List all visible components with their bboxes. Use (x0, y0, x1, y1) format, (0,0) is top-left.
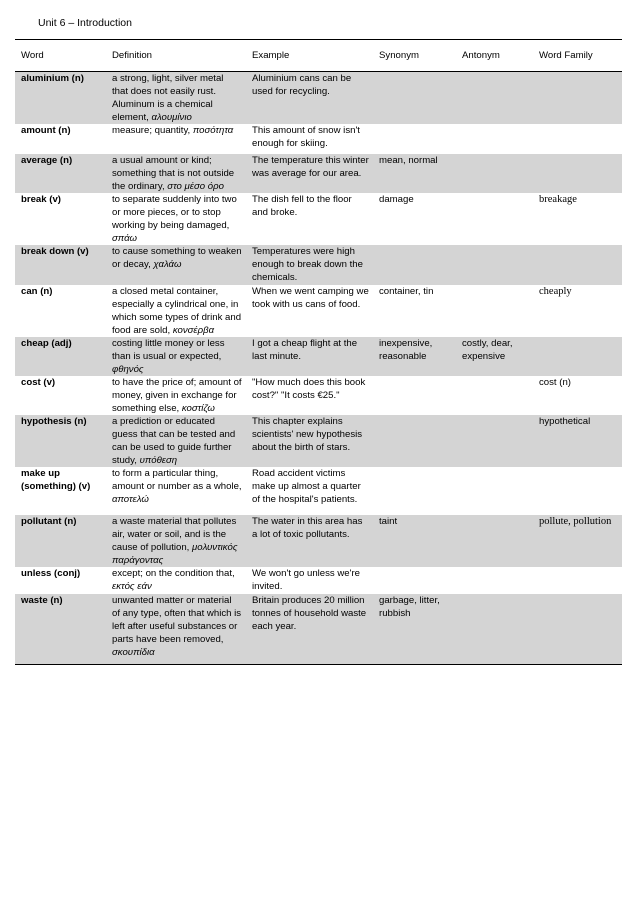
example-cell: When we went camping we took with us cans of food. (252, 286, 369, 310)
table-row (15, 415, 622, 467)
word-cell: make up (something) (v) (21, 468, 91, 492)
definition-text: to cause something to weaken or decay, (112, 246, 242, 270)
definition-cell (106, 337, 246, 376)
greek-translation: κονσέρβα (172, 325, 215, 336)
example-cell: The temperature this winter was average for our area. (246, 154, 373, 193)
table-row (15, 72, 622, 125)
example-cell: "How much does this book cost?" "It costs €25." (252, 377, 366, 401)
antonym-cell (456, 515, 533, 567)
antonym-cell (456, 193, 533, 245)
greek-translation: εκτός εάν (112, 581, 152, 592)
definition-cell (106, 467, 246, 515)
definition-cell (106, 594, 246, 664)
page-title: Unit 6 – Introduction (38, 17, 132, 29)
word-cell: aluminium (n) (15, 72, 106, 125)
greek-translation: αλουμίνιο (151, 112, 192, 123)
definition-text: except; on the condition that, (112, 568, 235, 579)
word-cell: waste (n) (15, 594, 106, 664)
word-cell: average (n) (15, 154, 106, 193)
definition-text: a usual amount or kind; something that is not outside the ordinary, (112, 155, 235, 192)
greek-translation: ποσότητα (192, 125, 234, 136)
synonym-cell (373, 567, 456, 594)
column-header-word-family: Word Family (533, 40, 622, 72)
antonym-cell (456, 285, 533, 337)
definition-text: costing little money or less than is usual or expected, (112, 338, 225, 362)
definition-cell (106, 193, 246, 245)
definition-text: a closed metal container, especially a cylindrical one, in which some types of drink and food are sold, (112, 286, 242, 336)
definition-cell (106, 154, 246, 193)
synonym-cell (373, 72, 456, 125)
word-cell: cost (v) (21, 377, 56, 388)
word-family-cell: hypothetical (533, 415, 622, 467)
antonym-cell (456, 245, 533, 285)
word-family-cell (533, 567, 622, 594)
definition-text: a prediction or educated guess that can be tested and can be used to guide further study, (112, 416, 236, 466)
greek-translation: χαλάω (153, 259, 182, 270)
definition-text: to have the price of; amount of money, given in exchange for something else, (112, 377, 242, 414)
definition-text: a waste material that pollutes air, water or soil, and is the cause of pollution, (112, 516, 237, 553)
greek-translation: φθηνός (112, 364, 144, 375)
table-header (15, 40, 622, 72)
table-row (15, 467, 622, 515)
greek-translation: στο μέσο όρο (167, 181, 224, 192)
antonym-cell (456, 376, 533, 415)
antonym-cell: costly, dear, expensive (456, 337, 533, 376)
word-cell: unless (conj) (21, 568, 81, 579)
table-row (15, 285, 622, 337)
definition-cell (106, 285, 246, 337)
word-family-cell: cost (n) (539, 377, 571, 388)
synonym-cell: taint (373, 515, 456, 567)
definition-text: to form a particular thing, amount or number as a whole, (112, 468, 242, 492)
synonym-cell: mean, normal (373, 154, 456, 193)
column-header-antonym: Antonym (456, 40, 533, 72)
greek-translation: μολυντικός παράγοντας (112, 542, 238, 566)
table-row (15, 515, 622, 567)
table-row (15, 337, 622, 376)
synonym-cell: damage (379, 194, 414, 205)
synonym-cell (373, 467, 456, 515)
antonym-cell (456, 154, 533, 193)
definition-cell (106, 567, 246, 594)
word-family-cell (533, 245, 622, 285)
example-cell: This amount of snow isn't enough for skiing. (252, 125, 360, 149)
word-family-cell: cheaply (539, 286, 572, 297)
word-family-cell: pollute, pollution (533, 515, 622, 567)
synonym-cell: garbage, litter, rubbish (373, 594, 456, 664)
table-row (15, 154, 622, 193)
word-cell: amount (n) (21, 125, 71, 136)
table-row (15, 594, 622, 664)
word-family-cell (533, 154, 622, 193)
example-cell: We won't go unless we're invited. (252, 568, 361, 592)
antonym-cell (456, 124, 533, 154)
word-cell: cheap (adj) (15, 337, 106, 376)
column-header-synonym: Synonym (373, 40, 456, 72)
synonym-cell: container, tin (379, 286, 434, 297)
example-cell: I got a cheap flight at the last minute. (246, 337, 373, 376)
definition-text: unwanted matter or material of any type, often that which is left after useful substances or parts have been removed, (112, 595, 242, 645)
antonym-cell (456, 467, 533, 515)
example-cell: The dish fell to the floor and broke. (252, 194, 352, 218)
synonym-cell (373, 415, 456, 467)
antonym-cell (456, 72, 533, 125)
word-cell: pollutant (n) (15, 515, 106, 567)
column-header-word: Word (15, 40, 106, 72)
table-row (15, 124, 622, 154)
definition-text: to separate suddenly into two or more pieces, or to stop working by being damaged, (112, 194, 237, 231)
definition-text: a strong, light, silver metal that does not easily rust. Aluminum is a chemical element, (112, 73, 224, 123)
word-cell: hypothesis (n) (15, 415, 106, 467)
example-cell: Temperatures were high enough to break down the chemicals. (246, 245, 373, 285)
example-cell: The water in this area has a lot of toxic pollutants. (246, 515, 373, 567)
definition-cell (106, 515, 246, 567)
table-row (15, 245, 622, 285)
definition-cell (106, 245, 246, 285)
word-family-cell (533, 337, 622, 376)
definition-cell (106, 376, 246, 415)
antonym-cell (456, 415, 533, 467)
synonym-cell (373, 376, 456, 415)
header-row (15, 40, 622, 72)
word-cell: break (v) (21, 194, 61, 205)
column-header-example: Example (246, 40, 373, 72)
antonym-cell (456, 594, 533, 664)
word-family-cell (533, 594, 622, 664)
antonym-cell (456, 567, 533, 594)
greek-translation: υπόθεση (139, 455, 178, 466)
table-row (15, 376, 622, 415)
example-cell: Road accident victims make up almost a quarter of the hospital's patients. (252, 468, 361, 505)
word-family-cell: breakage (539, 194, 577, 205)
vocabulary-table (15, 39, 622, 665)
example-cell: Aluminium cans can be used for recycling. (246, 72, 373, 125)
word-family-cell (533, 72, 622, 125)
definition-text: measure; quantity, (112, 125, 191, 136)
word-family-cell (533, 467, 622, 515)
example-cell: This chapter explains scientists' new hypothesis about the birth of stars. (246, 415, 373, 467)
greek-translation: σκουπίδια (112, 647, 155, 658)
greek-translation: αποτελώ (112, 494, 149, 505)
table-body (15, 72, 622, 665)
word-family-cell (533, 124, 622, 154)
greek-translation: κοστίζω (181, 403, 215, 414)
word-cell: can (n) (21, 286, 53, 297)
synonym-cell (373, 245, 456, 285)
column-header-definition: Definition (106, 40, 246, 72)
synonym-cell (373, 124, 456, 154)
definition-cell (106, 415, 246, 467)
table-row (15, 193, 622, 245)
word-cell: break down (v) (15, 245, 106, 285)
definition-cell (106, 72, 246, 125)
definition-cell (106, 124, 246, 154)
synonym-cell: inexpensive, reasonable (373, 337, 456, 376)
table-row (15, 567, 622, 594)
example-cell: Britain produces 20 million tonnes of household waste each year. (246, 594, 373, 664)
greek-translation: σπάω (112, 233, 138, 244)
